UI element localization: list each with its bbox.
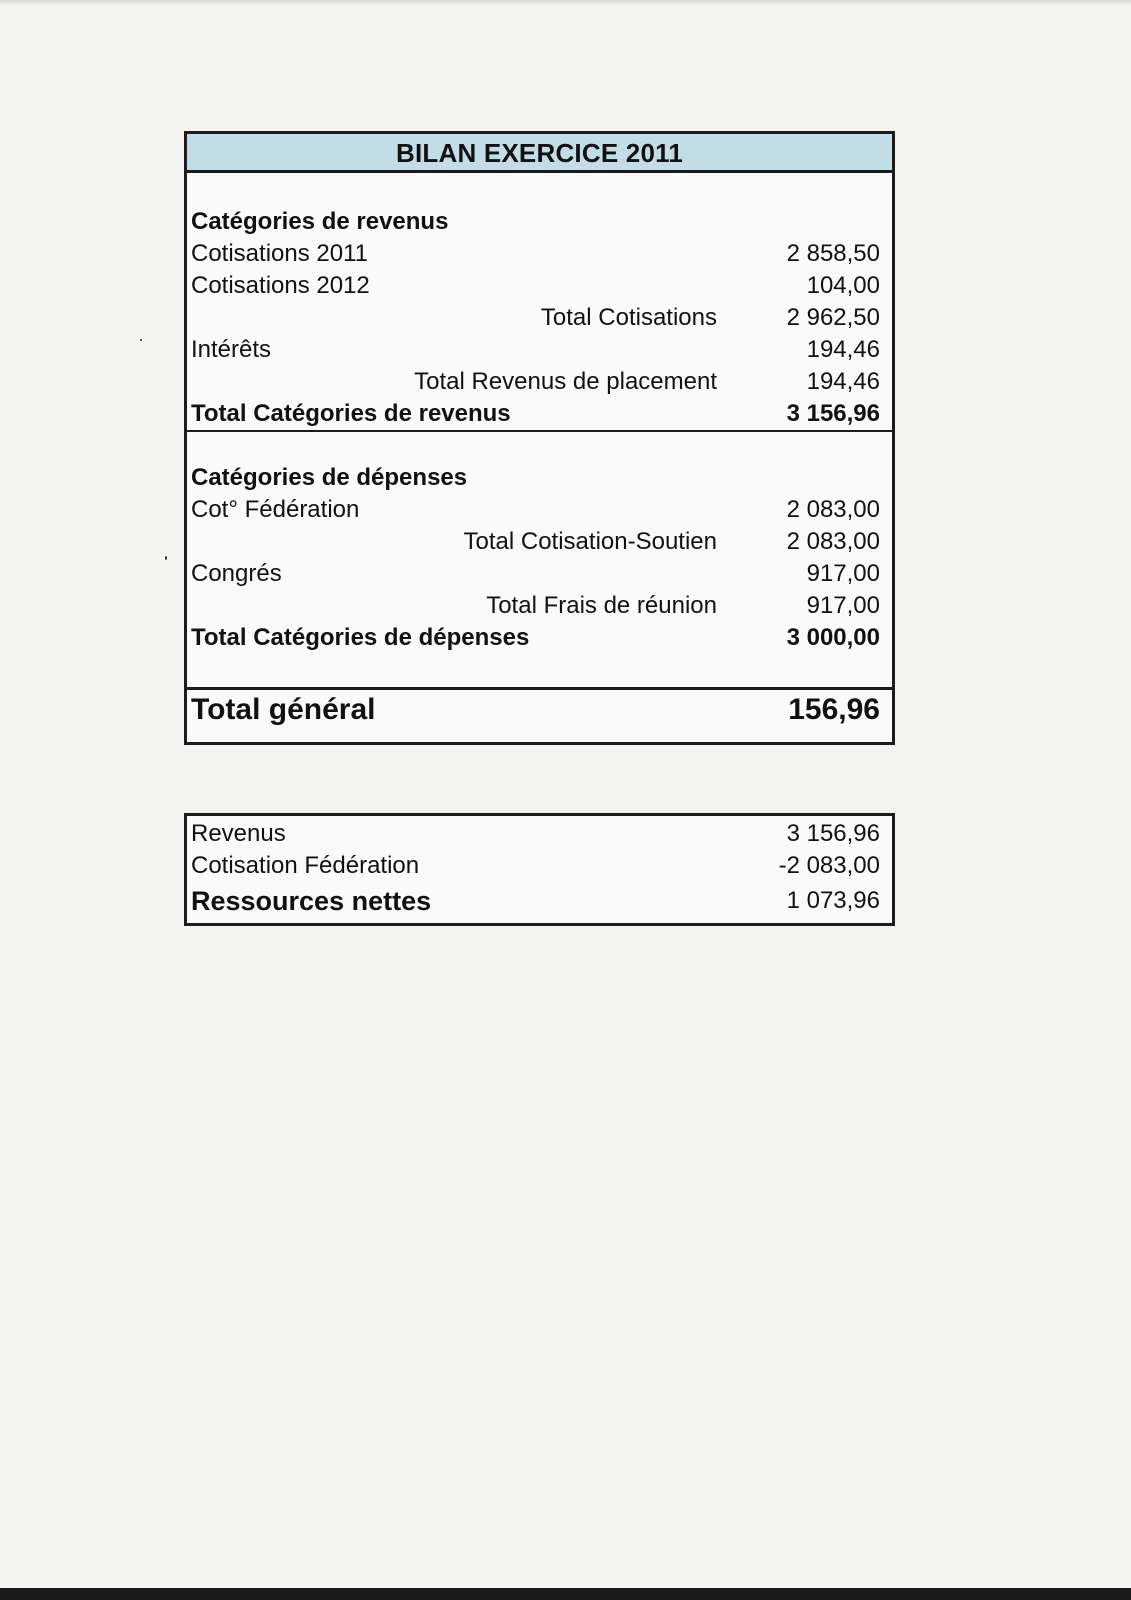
bilan-title: BILAN EXERCICE 2011 [187,134,892,173]
revenus-total-label: Total Catégories de revenus [191,400,511,427]
subtotal-label: Total Cotisations [540,304,717,331]
scan-edge-top [0,0,1131,6]
depenses-total-value: 3 000,00 [786,624,880,651]
row-value: 917,00 [806,560,880,587]
table-row [187,366,892,398]
table-row [187,558,892,590]
row-label: Cotisations 2012 [191,272,370,299]
subtotal-value: 2 962,50 [786,304,880,331]
table-row [187,270,892,302]
table-row [187,494,892,526]
row-label: Cot° Fédération [191,496,360,523]
grand-total-divider [187,687,892,690]
table-row [187,302,892,334]
table-row [187,818,892,850]
subtotal-value: 2 083,00 [786,528,880,555]
scan-speck [140,339,142,341]
row-label: Cotisation Fédération [191,852,420,879]
depenses-heading: Catégories de dépenses [191,464,468,491]
row-label: Cotisations 2011 [191,240,368,267]
table-row [187,590,892,622]
ressources-nettes-row [187,882,892,920]
row-value: -2 083,00 [778,852,880,879]
grand-total-label: Total général [191,693,376,726]
row-value: 2 858,50 [786,240,880,267]
subtotal-value: 194,46 [806,368,880,395]
depenses-total-row [187,622,892,654]
ressources-nettes-label: Ressources nettes [191,886,432,916]
resume-table [184,813,895,926]
grand-total-value: 156,96 [788,693,880,726]
row-label: Congrés [191,560,282,587]
subtotal-label: Total Cotisation-Soutien [463,528,717,555]
table-row [187,850,892,882]
row-value: 104,00 [806,272,880,299]
row-label: Revenus [191,820,286,847]
revenus-total-row [187,398,892,430]
row-label: Intérêts [191,336,272,363]
depenses-total-label: Total Catégories de dépenses [191,624,530,651]
section-divider [187,430,892,432]
depenses-heading-row [187,462,892,494]
subtotal-value: 917,00 [806,592,880,619]
table-row [187,238,892,270]
bilan-table [184,131,895,745]
row-value: 3 156,96 [786,820,880,847]
table-row [187,334,892,366]
grand-total-row [187,691,892,729]
table-row [187,526,892,558]
revenus-heading-row [187,206,892,238]
scan-speck [165,556,167,560]
row-value: 194,46 [806,336,880,363]
ressources-nettes-value: 1 073,96 [786,887,880,914]
scan-edge-bottom [0,1588,1131,1600]
revenus-heading: Catégories de revenus [191,208,449,235]
row-value: 2 083,00 [786,496,880,523]
revenus-total-value: 3 156,96 [786,400,880,427]
subtotal-label: Total Frais de réunion [486,592,717,619]
subtotal-label: Total Revenus de placement [414,368,717,395]
